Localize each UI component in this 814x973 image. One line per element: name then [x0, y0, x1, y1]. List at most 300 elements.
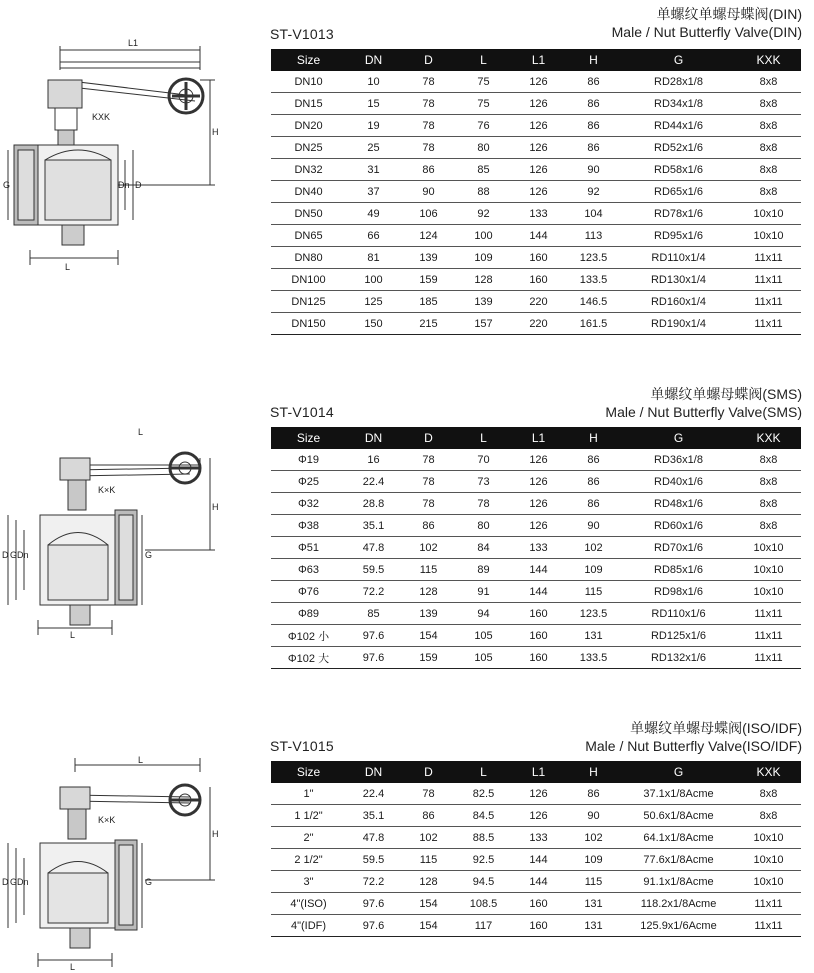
table-cell-l1: 133	[511, 537, 566, 559]
table-cell-g: RD40x1/6	[621, 471, 736, 493]
table-cell-l1: 126	[511, 181, 566, 203]
table-cell-size: DN100	[271, 269, 346, 291]
table-cell-dn: 150	[346, 313, 401, 335]
table-cell-h: 86	[566, 93, 621, 115]
table-cell-h: 104	[566, 203, 621, 225]
table-cell-g: RD110x1/4	[621, 247, 736, 269]
table-cell-l: 109	[456, 247, 511, 269]
column-header-d: D	[401, 761, 456, 783]
table-cell-dn: 85	[346, 603, 401, 625]
table-cell-g: 118.2x1/8Acme	[621, 893, 736, 915]
column-header-h: H	[566, 427, 621, 449]
table-cell-dn: 59.5	[346, 559, 401, 581]
table-cell-d: 124	[401, 225, 456, 247]
table-cell-kxk: 8x8	[736, 71, 801, 93]
table-cell-d: 159	[401, 647, 456, 669]
table-cell-l: 157	[456, 313, 511, 335]
table-cell-l1: 126	[511, 137, 566, 159]
table-cell-kxk: 11x11	[736, 291, 801, 313]
table-row	[271, 291, 801, 313]
title-english: Male / Nut Butterfly Valve(ISO/IDF)	[585, 738, 802, 754]
table-cell-g: 64.1x1/8Acme	[621, 827, 736, 849]
table-cell-kxk: 8x8	[736, 515, 801, 537]
table-cell-d: 115	[401, 849, 456, 871]
table-cell-kxk: 8x8	[736, 115, 801, 137]
table-cell-h: 86	[566, 137, 621, 159]
product-code: ST-V1015	[270, 738, 334, 754]
dim-label-h: H	[212, 829, 219, 839]
table-cell-d: 102	[401, 827, 456, 849]
table-cell-size: 3"	[271, 871, 346, 893]
table-cell-d: 86	[401, 515, 456, 537]
table-cell-l1: 126	[511, 71, 566, 93]
column-header-l: L	[456, 761, 511, 783]
dim-label-d: D	[2, 877, 9, 887]
spec-table	[271, 427, 801, 669]
table-cell-l: 70	[456, 449, 511, 471]
dim-label-d: D	[2, 550, 9, 560]
valve-drawing-din	[0, 0, 260, 280]
dim-label-top: L1	[128, 38, 139, 48]
table-cell-size: Φ89	[271, 603, 346, 625]
title-chinese: 单螺纹单螺母蝶阀(ISO/IDF)	[630, 720, 802, 736]
table-cell-dn: 15	[346, 93, 401, 115]
table-cell-size: Φ19	[271, 449, 346, 471]
table-cell-dn: 47.8	[346, 537, 401, 559]
product-code: ST-V1013	[270, 26, 334, 42]
table-cell-kxk: 11x11	[736, 269, 801, 291]
dim-label-kxk: K×K	[98, 815, 116, 825]
column-header-dn: DN	[346, 427, 401, 449]
dim-label-left: G	[3, 180, 11, 190]
table-cell-l1: 160	[511, 915, 566, 937]
table-cell-size: 1 1/2"	[271, 805, 346, 827]
table-cell-l: 89	[456, 559, 511, 581]
table-cell-g: RD60x1/6	[621, 515, 736, 537]
table-row	[271, 647, 801, 669]
table-row	[271, 827, 801, 849]
table-cell-kxk: 8x8	[736, 93, 801, 115]
table-cell-dn: 72.2	[346, 871, 401, 893]
table-cell-d: 78	[401, 115, 456, 137]
table-cell-kxk: 10x10	[736, 559, 801, 581]
table-cell-l1: 160	[511, 625, 566, 647]
table-cell-size: Φ38	[271, 515, 346, 537]
table-cell-dn: 97.6	[346, 893, 401, 915]
spec-table	[271, 761, 801, 937]
table-cell-l: 105	[456, 647, 511, 669]
table-cell-g: RD65x1/6	[621, 181, 736, 203]
table-cell-size: 1"	[271, 783, 346, 805]
table-cell-l1: 220	[511, 291, 566, 313]
table-cell-l1: 144	[511, 581, 566, 603]
table-cell-h: 86	[566, 783, 621, 805]
table-cell-kxk: 8x8	[736, 783, 801, 805]
table-cell-h: 146.5	[566, 291, 621, 313]
table-row	[271, 203, 801, 225]
table-cell-kxk: 10x10	[736, 581, 801, 603]
table-cell-h: 123.5	[566, 247, 621, 269]
table-cell-kxk: 11x11	[736, 647, 801, 669]
table-cell-kxk: 8x8	[736, 181, 801, 203]
title-chinese: 单螺纹单螺母蝶阀(DIN)	[656, 6, 802, 22]
table-cell-l1: 126	[511, 805, 566, 827]
table-cell-d: 154	[401, 625, 456, 647]
table-cell-l: 85	[456, 159, 511, 181]
table-cell-size: 4"(ISO)	[271, 893, 346, 915]
table-cell-d: 128	[401, 581, 456, 603]
table-cell-h: 86	[566, 71, 621, 93]
table-cell-kxk: 10x10	[736, 225, 801, 247]
table-cell-g: RD110x1/6	[621, 603, 736, 625]
table-cell-size: Φ102 大	[271, 647, 346, 669]
table-cell-l1: 126	[511, 449, 566, 471]
table-cell-h: 102	[566, 827, 621, 849]
table-cell-d: 102	[401, 537, 456, 559]
table-row	[271, 115, 801, 137]
table-cell-dn: 35.1	[346, 805, 401, 827]
table-cell-l: 92.5	[456, 849, 511, 871]
table-cell-kxk: 8x8	[736, 449, 801, 471]
table-cell-l: 76	[456, 115, 511, 137]
valve-drawing-iso-idf	[0, 715, 260, 970]
table-cell-d: 78	[401, 93, 456, 115]
table-cell-dn: 10	[346, 71, 401, 93]
table-row	[271, 805, 801, 827]
table-cell-dn: 97.6	[346, 915, 401, 937]
table-cell-size: DN125	[271, 291, 346, 313]
table-cell-l: 84	[456, 537, 511, 559]
dim-label-dn: Dn	[17, 877, 29, 887]
title-english: Male / Nut Butterfly Valve(SMS)	[605, 404, 802, 420]
table-cell-g: 125.9x1/6Acme	[621, 915, 736, 937]
table-cell-h: 133.5	[566, 269, 621, 291]
table-cell-h: 109	[566, 849, 621, 871]
table-cell-l1: 126	[511, 471, 566, 493]
dim-label-top: L	[138, 427, 144, 437]
table-cell-g: RD28x1/8	[621, 71, 736, 93]
dim-label-bottom: L	[70, 962, 76, 970]
table-row	[271, 559, 801, 581]
table-cell-g: RD78x1/6	[621, 203, 736, 225]
table-cell-h: 86	[566, 493, 621, 515]
table-cell-kxk: 11x11	[736, 625, 801, 647]
table-cell-l1: 160	[511, 603, 566, 625]
table-header-row	[271, 427, 801, 449]
table-cell-dn: 16	[346, 449, 401, 471]
table-row	[271, 313, 801, 335]
table-cell-d: 78	[401, 493, 456, 515]
table-cell-g: RD130x1/4	[621, 269, 736, 291]
table-row	[271, 871, 801, 893]
table-cell-g: RD52x1/6	[621, 137, 736, 159]
table-cell-dn: 66	[346, 225, 401, 247]
column-header-size: Size	[271, 49, 346, 71]
table-cell-g: 50.6x1/8Acme	[621, 805, 736, 827]
table-cell-g: RD58x1/6	[621, 159, 736, 181]
table-row	[271, 581, 801, 603]
valve-drawing-sms	[0, 380, 260, 640]
dim-label-g-left: G	[10, 877, 18, 887]
table-cell-d: 78	[401, 783, 456, 805]
table-row	[271, 849, 801, 871]
table-header-row	[271, 49, 801, 71]
table-cell-kxk: 11x11	[736, 603, 801, 625]
column-header-dn: DN	[346, 49, 401, 71]
table-cell-g: 91.1x1/8Acme	[621, 871, 736, 893]
table-cell-d: 90	[401, 181, 456, 203]
table-cell-d: 139	[401, 603, 456, 625]
table-cell-d: 115	[401, 559, 456, 581]
table-cell-h: 115	[566, 581, 621, 603]
table-cell-size: 2"	[271, 827, 346, 849]
table-cell-d: 78	[401, 137, 456, 159]
table-cell-size: Φ76	[271, 581, 346, 603]
column-header-kxk: KXK	[736, 427, 801, 449]
section-st-v1013	[0, 0, 814, 340]
dim-label-dn: Dn	[17, 550, 29, 560]
table-cell-l1: 160	[511, 893, 566, 915]
dim-label-bottom: L	[65, 262, 71, 272]
table-cell-l1: 144	[511, 225, 566, 247]
table-cell-dn: 25	[346, 137, 401, 159]
table-cell-l1: 144	[511, 849, 566, 871]
table-cell-l: 88.5	[456, 827, 511, 849]
table-cell-d: 78	[401, 449, 456, 471]
table-cell-size: Φ51	[271, 537, 346, 559]
table-cell-kxk: 8x8	[736, 471, 801, 493]
table-cell-l: 84.5	[456, 805, 511, 827]
table-cell-dn: 31	[346, 159, 401, 181]
table-row	[271, 159, 801, 181]
table-cell-l: 100	[456, 225, 511, 247]
table-row	[271, 225, 801, 247]
section-st-v1014	[0, 380, 814, 680]
table-cell-l1: 133	[511, 203, 566, 225]
title-english: Male / Nut Butterfly Valve(DIN)	[611, 24, 802, 40]
column-header-dn: DN	[346, 761, 401, 783]
table-cell-kxk: 10x10	[736, 827, 801, 849]
table-cell-l: 82.5	[456, 783, 511, 805]
table-cell-size: 4"(IDF)	[271, 915, 346, 937]
table-cell-kxk: 8x8	[736, 493, 801, 515]
product-title	[605, 385, 802, 421]
table-header-row	[271, 761, 801, 783]
table-cell-g: RD190x1/4	[621, 313, 736, 335]
table-cell-g: 77.6x1/8Acme	[621, 849, 736, 871]
table-row	[271, 181, 801, 203]
table-cell-l: 139	[456, 291, 511, 313]
table-cell-d: 106	[401, 203, 456, 225]
table-cell-h: 86	[566, 471, 621, 493]
table-cell-kxk: 10x10	[736, 871, 801, 893]
table-cell-h: 90	[566, 515, 621, 537]
table-cell-l: 91	[456, 581, 511, 603]
table-cell-g: RD34x1/8	[621, 93, 736, 115]
table-cell-d: 86	[401, 805, 456, 827]
table-cell-l1: 220	[511, 313, 566, 335]
table-cell-l: 75	[456, 71, 511, 93]
dim-label-kxk: K×K	[98, 485, 116, 495]
table-row	[271, 137, 801, 159]
table-cell-kxk: 10x10	[736, 537, 801, 559]
column-header-l1: L1	[511, 761, 566, 783]
table-cell-l1: 126	[511, 159, 566, 181]
table-cell-h: 109	[566, 559, 621, 581]
dim-label-h: H	[212, 127, 219, 137]
table-cell-kxk: 10x10	[736, 849, 801, 871]
table-row	[271, 247, 801, 269]
product-code: ST-V1014	[270, 404, 334, 420]
table-cell-l: 94.5	[456, 871, 511, 893]
table-cell-h: 90	[566, 159, 621, 181]
table-cell-kxk: 11x11	[736, 247, 801, 269]
table-cell-kxk: 10x10	[736, 203, 801, 225]
table-cell-size: DN50	[271, 203, 346, 225]
table-cell-g: 37.1x1/8Acme	[621, 783, 736, 805]
table-cell-size: DN20	[271, 115, 346, 137]
table-cell-l: 80	[456, 515, 511, 537]
table-cell-g: RD70x1/6	[621, 537, 736, 559]
table-cell-d: 78	[401, 471, 456, 493]
table-cell-g: RD132x1/6	[621, 647, 736, 669]
title-chinese: 单螺纹单螺母蝶阀(SMS)	[650, 386, 802, 402]
table-cell-size: DN150	[271, 313, 346, 335]
table-cell-h: 86	[566, 115, 621, 137]
table-cell-kxk: 11x11	[736, 893, 801, 915]
table-cell-dn: 47.8	[346, 827, 401, 849]
table-row	[271, 471, 801, 493]
column-header-h: H	[566, 761, 621, 783]
table-cell-d: 154	[401, 915, 456, 937]
column-header-l1: L1	[511, 427, 566, 449]
table-cell-dn: 19	[346, 115, 401, 137]
column-header-size: Size	[271, 427, 346, 449]
table-cell-h: 131	[566, 893, 621, 915]
dim-label-g-right: G	[145, 877, 153, 887]
table-cell-h: 131	[566, 915, 621, 937]
table-cell-size: DN40	[271, 181, 346, 203]
column-header-kxk: KXK	[736, 49, 801, 71]
table-cell-d: 78	[401, 71, 456, 93]
table-cell-g: RD160x1/4	[621, 291, 736, 313]
table-cell-dn: 97.6	[346, 625, 401, 647]
table-cell-l1: 133	[511, 827, 566, 849]
table-cell-kxk: 11x11	[736, 313, 801, 335]
table-cell-dn: 49	[346, 203, 401, 225]
table-cell-dn: 59.5	[346, 849, 401, 871]
spec-table	[271, 49, 801, 335]
table-cell-size: Φ102 小	[271, 625, 346, 647]
table-row	[271, 625, 801, 647]
table-cell-l1: 126	[511, 515, 566, 537]
table-row	[271, 93, 801, 115]
table-cell-l: 88	[456, 181, 511, 203]
column-header-d: D	[401, 49, 456, 71]
table-cell-dn: 72.2	[346, 581, 401, 603]
table-cell-size: DN10	[271, 71, 346, 93]
table-cell-d: 215	[401, 313, 456, 335]
table-row	[271, 449, 801, 471]
table-cell-h: 113	[566, 225, 621, 247]
column-header-g: G	[621, 49, 736, 71]
table-cell-l: 92	[456, 203, 511, 225]
table-cell-g: RD98x1/6	[621, 581, 736, 603]
column-header-l: L	[456, 49, 511, 71]
table-cell-size: DN65	[271, 225, 346, 247]
table-cell-h: 123.5	[566, 603, 621, 625]
table-cell-dn: 22.4	[346, 471, 401, 493]
table-cell-dn: 28.8	[346, 493, 401, 515]
table-cell-l1: 144	[511, 871, 566, 893]
column-header-kxk: KXK	[736, 761, 801, 783]
column-header-g: G	[621, 427, 736, 449]
table-cell-l: 75	[456, 93, 511, 115]
product-title	[612, 5, 802, 41]
table-row	[271, 893, 801, 915]
table-cell-g: RD95x1/6	[621, 225, 736, 247]
table-cell-l: 73	[456, 471, 511, 493]
table-cell-h: 161.5	[566, 313, 621, 335]
table-cell-d: 185	[401, 291, 456, 313]
dim-label-h: H	[212, 502, 219, 512]
table-cell-d: 154	[401, 893, 456, 915]
table-cell-l1: 160	[511, 269, 566, 291]
dim-label-top: L	[138, 755, 144, 765]
table-cell-size: DN15	[271, 93, 346, 115]
table-cell-l1: 126	[511, 783, 566, 805]
table-cell-kxk: 8x8	[736, 137, 801, 159]
table-cell-size: Φ25	[271, 471, 346, 493]
table-cell-l: 78	[456, 493, 511, 515]
column-header-size: Size	[271, 761, 346, 783]
table-cell-l1: 160	[511, 247, 566, 269]
table-cell-l: 80	[456, 137, 511, 159]
table-cell-size: 2 1/2"	[271, 849, 346, 871]
table-cell-dn: 100	[346, 269, 401, 291]
column-header-h: H	[566, 49, 621, 71]
table-row	[271, 71, 801, 93]
table-cell-l: 117	[456, 915, 511, 937]
table-cell-l1: 126	[511, 493, 566, 515]
table-cell-size: DN32	[271, 159, 346, 181]
dim-label-bottom: L	[70, 630, 76, 640]
table-cell-size: DN25	[271, 137, 346, 159]
column-header-d: D	[401, 427, 456, 449]
table-cell-g: RD44x1/6	[621, 115, 736, 137]
table-cell-l1: 160	[511, 647, 566, 669]
table-cell-l1: 144	[511, 559, 566, 581]
table-cell-d: 139	[401, 247, 456, 269]
column-header-g: G	[621, 761, 736, 783]
table-cell-h: 86	[566, 449, 621, 471]
dim-label-g-right: G	[145, 550, 153, 560]
table-cell-g: RD36x1/8	[621, 449, 736, 471]
product-title	[585, 719, 802, 755]
table-row	[271, 515, 801, 537]
table-cell-dn: 125	[346, 291, 401, 313]
table-cell-g: RD85x1/6	[621, 559, 736, 581]
table-cell-size: Φ63	[271, 559, 346, 581]
table-cell-h: 115	[566, 871, 621, 893]
table-cell-g: RD48x1/6	[621, 493, 736, 515]
table-cell-h: 133.5	[566, 647, 621, 669]
column-header-l: L	[456, 427, 511, 449]
table-cell-size: DN80	[271, 247, 346, 269]
table-cell-dn: 35.1	[346, 515, 401, 537]
table-cell-h: 90	[566, 805, 621, 827]
table-cell-kxk: 8x8	[736, 805, 801, 827]
